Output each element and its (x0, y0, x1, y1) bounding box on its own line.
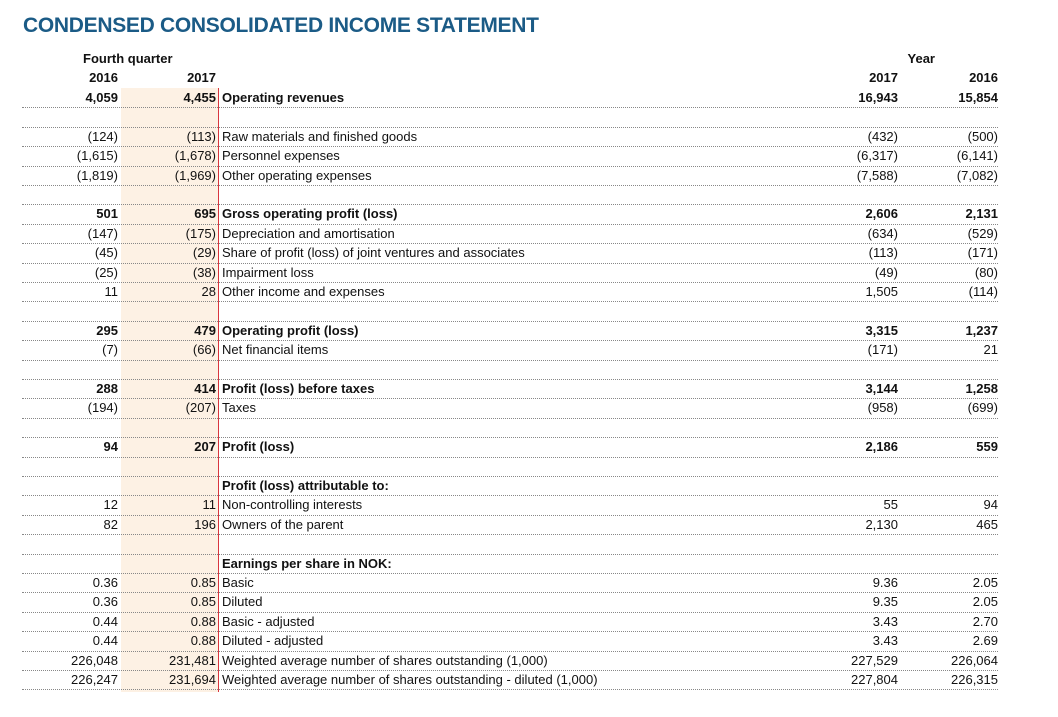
table-row (22, 670, 998, 690)
y2017-cell: (171) (867, 342, 898, 358)
row-label: Basic - adjusted (222, 613, 315, 629)
spacer-row (22, 534, 998, 554)
q2017-cell: 414 (194, 381, 216, 396)
row-label: Raw materials and finished goods (222, 128, 418, 144)
q2016-cell: 501 (96, 206, 118, 222)
table-row (22, 515, 998, 535)
q2016-header: 2016 (89, 70, 118, 85)
y2017-cell: 2,130 (865, 516, 898, 532)
row-label: Net financial items (222, 342, 329, 358)
table-row (22, 127, 998, 147)
y2016-cell: 559 (976, 439, 998, 455)
q2017-cell: (207) (185, 400, 216, 416)
table-row (22, 651, 998, 671)
y2017-cell: (634) (867, 225, 898, 241)
q2016-cell: 12 (103, 497, 118, 513)
y2016-cell: 1,258 (965, 381, 998, 396)
y2016-cell: 2.70 (972, 613, 998, 629)
y2016-cell: (500) (967, 128, 998, 144)
table-row (22, 612, 998, 632)
y2016-cell: (6,141) (956, 148, 998, 164)
y2016-cell: 465 (976, 516, 998, 532)
table-row (22, 437, 998, 457)
q2016-cell: (45) (94, 245, 118, 261)
row-label: Gross operating profit (loss) (222, 206, 398, 222)
table-row (22, 243, 998, 263)
q2016-cell: 295 (96, 322, 118, 338)
y2016-cell: (171) (967, 245, 998, 261)
q2016-cell: 0.44 (92, 613, 118, 629)
q2016-cell: 226,247 (71, 672, 118, 687)
q2016-cell: 0.36 (92, 575, 118, 590)
q2016-cell: (1,819) (76, 167, 118, 183)
table-row (22, 379, 998, 399)
q2017-cell: 0.88 (190, 613, 216, 629)
row-label: Weighted average number of shares outstanding (1,000) (222, 652, 548, 668)
q2016-cell: 94 (103, 439, 118, 455)
table-row (22, 321, 998, 341)
q2017-cell: 196 (194, 516, 216, 532)
row-label: Personnel expenses (222, 148, 340, 164)
row-label: Depreciation and amortisation (222, 225, 395, 241)
y2016-cell: (7,082) (956, 167, 998, 183)
y2016-cell: 2.69 (972, 633, 998, 649)
table-row (22, 282, 998, 302)
y2017-cell: 2,186 (865, 439, 898, 455)
y2017-cell: 2,606 (865, 206, 898, 222)
q2017-cell: (38) (192, 264, 216, 280)
row-label: Diluted (222, 594, 263, 610)
y2016-cell: 2.05 (972, 594, 998, 610)
table-row (22, 146, 998, 166)
table-row (22, 554, 998, 574)
row-label: Other income and expenses (222, 284, 385, 299)
statement-title: CONDENSED CONSOLIDATED INCOME STATEMENT (23, 14, 539, 37)
row-label: Owners of the parent (222, 516, 344, 532)
y2017-cell: 16,943 (858, 90, 898, 105)
row-label: Impairment loss (222, 264, 314, 280)
y2017-cell: 55 (883, 497, 898, 513)
q2017-cell: 695 (194, 206, 216, 222)
q2017-cell: (1,969) (174, 167, 216, 183)
row-label: Share of profit (loss) of joint ventures and associates (222, 245, 525, 261)
y2016-cell: 1,237 (965, 322, 998, 338)
q2017-cell: (175) (185, 225, 216, 241)
table-row (22, 204, 998, 224)
q2017-header: 2017 (187, 70, 216, 85)
q2017-cell: (66) (192, 342, 216, 358)
q2016-cell: (25) (94, 264, 118, 280)
y2016-cell: 21 (983, 342, 998, 358)
y2016-cell: 2.05 (972, 575, 998, 590)
table-row (22, 88, 998, 108)
q2017-cell: 231,694 (169, 672, 216, 687)
q2016-cell: 0.44 (92, 633, 118, 649)
q2016-cell: (147) (87, 225, 118, 241)
row-label: Taxes (222, 400, 256, 416)
table-row (22, 592, 998, 612)
q2017-cell: (29) (192, 245, 216, 261)
row-label: Profit (loss) before taxes (222, 381, 375, 396)
row-label: Basic (222, 575, 254, 590)
spacer-row (22, 107, 998, 127)
q2017-cell: 0.85 (190, 575, 216, 590)
spacer-row (22, 360, 998, 380)
y2016-cell: (529) (967, 225, 998, 241)
q2017-cell: 11 (202, 497, 216, 513)
q2017-cell: 207 (194, 439, 216, 455)
row-label: Operating profit (loss) (222, 322, 359, 338)
table-row (22, 340, 998, 360)
y2016-header: 2016 (969, 70, 998, 85)
q2017-cell: 0.85 (190, 594, 216, 610)
spacer-row (22, 301, 998, 321)
y2017-cell: 9.35 (872, 594, 898, 610)
y2017-cell: (49) (874, 264, 898, 280)
y2017-cell: 1,505 (865, 284, 898, 299)
q2017-cell: 4,455 (183, 90, 216, 105)
y2016-cell: (80) (974, 264, 998, 280)
q2016-cell: 82 (103, 516, 118, 532)
q2016-cell: (1,615) (76, 148, 118, 164)
y2017-cell: (113) (868, 245, 898, 261)
q2016-cell: 11 (104, 284, 118, 299)
table-row (22, 476, 998, 496)
y2016-cell: 226,315 (951, 672, 998, 687)
y2017-cell: (6,317) (856, 148, 898, 164)
year-header: Year (907, 51, 935, 66)
q2017-cell: 0.88 (190, 633, 216, 649)
q2016-cell: (7) (102, 342, 118, 358)
q2017-cell: (113) (186, 128, 216, 144)
q2017-cell: (1,678) (174, 148, 216, 164)
y2016-cell: (114) (968, 284, 998, 299)
table-row (22, 166, 998, 186)
spacer-row (22, 185, 998, 205)
y2016-cell: 226,064 (951, 652, 998, 668)
y2017-cell: 9.36 (872, 575, 898, 590)
table-row (22, 631, 998, 651)
row-label: Profit (loss) attributable to: (222, 478, 389, 493)
table-row (22, 263, 998, 283)
y2017-cell: 3,144 (865, 381, 898, 396)
spacer-row (22, 457, 998, 477)
q2016-cell: 288 (96, 381, 118, 396)
y2017-cell: (432) (867, 128, 898, 144)
y2016-cell: 94 (983, 497, 998, 513)
row-label: Non-controlling interests (222, 497, 363, 513)
table-row (22, 224, 998, 244)
y2017-cell: 227,529 (851, 652, 898, 668)
q2017-cell: 231,481 (169, 652, 216, 668)
y2017-cell: (958) (867, 400, 898, 416)
y2017-cell: 3,315 (865, 322, 898, 338)
row-label: Operating revenues (222, 90, 345, 105)
q2017-cell: 28 (201, 284, 216, 299)
q2016-cell: 0.36 (92, 594, 118, 610)
y2016-cell: 15,854 (958, 90, 998, 105)
y2017-cell: 3.43 (872, 613, 898, 629)
row-label: Diluted - adjusted (222, 633, 324, 649)
y2017-header: 2017 (869, 70, 898, 85)
fourth-quarter-header: Fourth quarter (83, 51, 173, 66)
row-label: Other operating expenses (222, 167, 372, 183)
q2017-cell: 479 (194, 322, 216, 338)
table-row (22, 398, 998, 418)
y2017-cell: 3.43 (872, 633, 898, 649)
spacer-row (22, 418, 998, 438)
table-row (22, 495, 998, 515)
y2016-cell: 2,131 (965, 206, 998, 222)
q2016-cell: (194) (87, 400, 118, 416)
row-label: Earnings per share in NOK: (222, 555, 392, 571)
y2016-cell: (699) (967, 400, 998, 416)
q2016-cell: 226,048 (71, 652, 118, 668)
q2016-cell: (124) (87, 128, 118, 144)
y2017-cell: (7,588) (856, 167, 898, 183)
table-row (22, 573, 998, 593)
row-label: Profit (loss) (222, 439, 295, 455)
row-label: Weighted average number of shares outstanding - diluted (1,000) (222, 672, 598, 687)
y2017-cell: 227,804 (851, 672, 898, 687)
q2016-cell: 4,059 (85, 90, 118, 105)
